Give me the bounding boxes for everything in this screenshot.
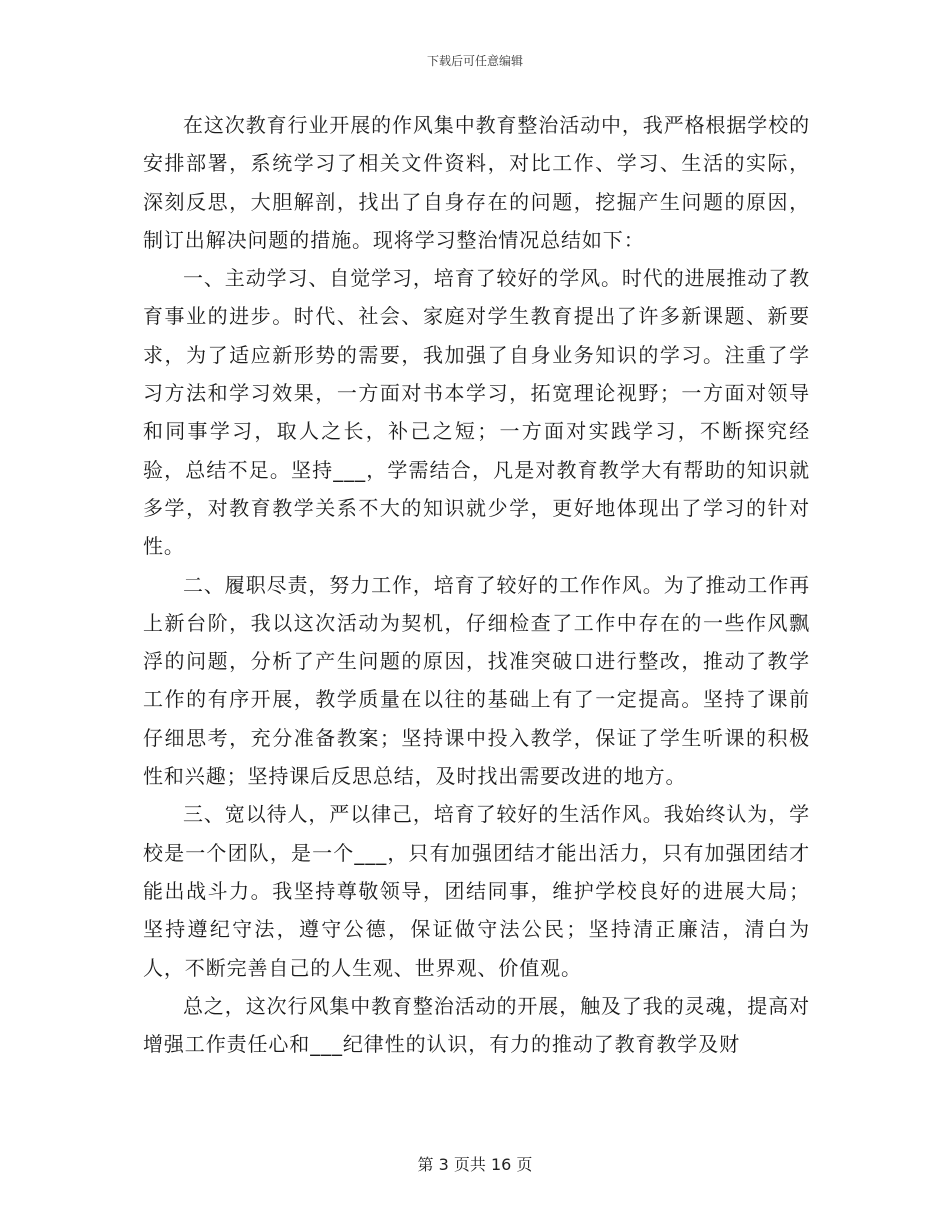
paragraph-section-3: 三、宽以待人，严以律己，培育了较好的生活作风。我始终认为，学校是一个团队，是一个___，只有加强团结才能出活力，只有加强团结才能出战斗力。我坚持尊敬领导，团结同事，维护学校良好的进展大局；坚持遵纪守法，遵守公德，保证做守法公民；坚持清正廉洁，清白为人，不断完善自己的人生观、世界观、价值观。 bbox=[143, 802, 810, 980]
paragraph-section-1: 一、主动学习、自觉学习，培育了较好的学风。时代的进展推动了教育事业的进步。时代、社会、家庭对学生教育提出了许多新课题、新要求，为了适应新形势的需要，我加强了自身业务知识的学习。注重了学习方法和学习效果，一方面对书本学习，拓宽理论视野；一方面对领导和同事学习，取人之长，补己之短；一方面对实践学习，不断探究经验，总结不足。坚持___，学需结合，凡是对教育教学大有帮助的知识就多学，对教育教学关系不大的知识就少学，更好地体现出了学习的针对性。 bbox=[143, 266, 810, 559]
paragraph-conclusion: 总之，这次行风集中教育整治活动的开展，触及了我的灵魂，提高对增强工作责任心和___纪律性的认识，有力的推动了教育教学及财 bbox=[143, 993, 810, 1057]
page-header: 下载后可任意编辑 bbox=[426, 54, 523, 68]
page-number-footer: 第 3 页共 16 页 bbox=[417, 1155, 533, 1174]
paragraph-section-2: 二、履职尽责，努力工作，培育了较好的工作作风。为了推动工作再上新台阶，我以这次活动为契机，仔细检查了工作中存在的一些作风飘浮的问题，分析了产生问题的原因，找准突破口进行整改，推动了教学工作的有序开展，教学质量在以往的基础上有了一定提高。坚持了课前仔细思考，充分准备教案；坚持课中投入教学，保证了学生听课的积极性和兴趣；坚持课后反思总结，及时找出需要改进的地方。 bbox=[143, 572, 810, 789]
paragraph-intro: 在这次教育行业开展的作风集中教育整治活动中，我严格根据学校的安排部署，系统学习了相关文件资料，对比工作、学习、生活的实际，深刻反思，大胆解剖，找出了自身存在的问题，挖掘产生问题的原因，制订出解决问题的措施。现将学习整治情况总结如下： bbox=[143, 113, 810, 252]
document-body bbox=[143, 106, 810, 1063]
